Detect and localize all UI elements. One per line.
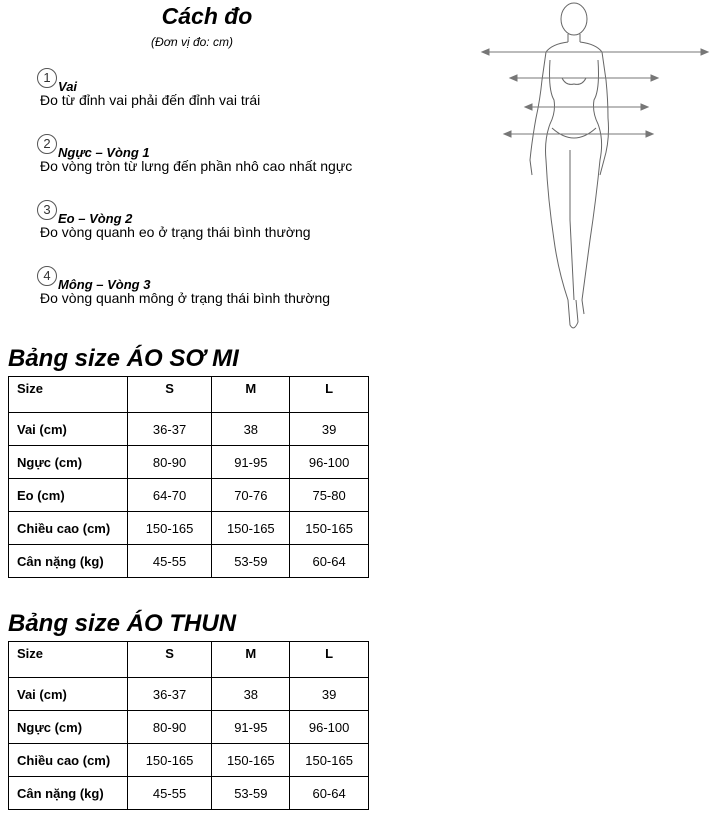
- table-cell: 150-165: [290, 744, 369, 777]
- table-cell: S: [127, 642, 212, 678]
- table-header-row: [9, 642, 369, 678]
- table-cell: Vai (cm): [9, 678, 128, 711]
- table-cell: 64-70: [127, 479, 212, 512]
- instruction-description: Đo vòng quanh eo ở trạng thái bình thường: [40, 224, 311, 240]
- table-cell: 38: [212, 678, 290, 711]
- table-cell: M: [212, 377, 290, 413]
- table-row: [9, 711, 369, 744]
- table-row: [9, 413, 369, 446]
- instruction-item: [37, 266, 330, 306]
- table-cell: 75-80: [290, 479, 369, 512]
- tshirt-table-title: Bảng size ÁO THUN: [8, 610, 237, 637]
- table-cell: S: [127, 377, 212, 413]
- table-cell: 45-55: [127, 545, 212, 578]
- table-row: [9, 777, 369, 810]
- table-cell: 60-64: [290, 777, 369, 810]
- table-cell: L: [290, 377, 369, 413]
- table-cell: M: [212, 642, 290, 678]
- table-cell: Vai (cm): [9, 413, 128, 446]
- table-cell: 39: [290, 678, 369, 711]
- table-cell: Size: [9, 377, 128, 413]
- table-cell: 91-95: [212, 711, 290, 744]
- shirt-table-title: Bảng size ÁO SƠ MI: [8, 345, 239, 372]
- instruction-item: [37, 134, 352, 174]
- table-cell: 60-64: [290, 545, 369, 578]
- table-cell: L: [290, 642, 369, 678]
- page-title: Cách đo: [161, 3, 253, 29]
- instruction-name: Eo – Vòng 2: [58, 211, 133, 226]
- table-row: [9, 678, 369, 711]
- unit-note: (Đơn vị đo: cm): [151, 35, 233, 49]
- table-cell: Size: [9, 642, 128, 678]
- instruction-name: Ngực – Vòng 1: [58, 145, 150, 160]
- table-cell: Cân nặng (kg): [9, 777, 128, 810]
- table-cell: 53-59: [212, 545, 290, 578]
- table-header-row: [9, 377, 369, 413]
- number-circle-icon: 4: [37, 266, 57, 286]
- table-cell: 45-55: [127, 777, 212, 810]
- table-cell: 150-165: [212, 744, 290, 777]
- table-cell: 150-165: [290, 512, 369, 545]
- table-row: [9, 545, 369, 578]
- table-cell: 150-165: [212, 512, 290, 545]
- table-cell: Chiều cao (cm): [9, 512, 128, 545]
- table-cell: Ngực (cm): [9, 711, 128, 744]
- table-cell: 150-165: [127, 512, 212, 545]
- table-cell: Cân nặng (kg): [9, 545, 128, 578]
- table-cell: 70-76: [212, 479, 290, 512]
- table-cell: 36-37: [127, 413, 212, 446]
- table-cell: Chiều cao (cm): [9, 744, 128, 777]
- table-cell: Ngực (cm): [9, 446, 128, 479]
- instruction-item: [37, 200, 311, 240]
- number-circle-icon: 3: [37, 200, 57, 220]
- instruction-name: Mông – Vòng 3: [58, 277, 151, 292]
- tshirt-size-table: [8, 641, 369, 810]
- table-cell: 91-95: [212, 446, 290, 479]
- shirt-size-table: [8, 376, 369, 578]
- table-cell: 80-90: [127, 711, 212, 744]
- instruction-name: Vai: [58, 79, 78, 94]
- number-circle-icon: 2: [37, 134, 57, 154]
- number-circle-icon: 1: [37, 68, 57, 88]
- table-cell: 96-100: [290, 711, 369, 744]
- table-cell: 53-59: [212, 777, 290, 810]
- table-cell: 38: [212, 413, 290, 446]
- table-row: [9, 479, 369, 512]
- instruction-item: [37, 68, 260, 108]
- table-cell: 80-90: [127, 446, 212, 479]
- table-cell: 96-100: [290, 446, 369, 479]
- body-measurement-figure-icon: [470, 0, 714, 340]
- table-cell: 36-37: [127, 678, 212, 711]
- table-cell: Eo (cm): [9, 479, 128, 512]
- table-cell: 150-165: [127, 744, 212, 777]
- instruction-description: Đo từ đỉnh vai phải đến đỉnh vai trái: [40, 92, 261, 108]
- table-row: [9, 446, 369, 479]
- table-row: [9, 512, 369, 545]
- instruction-description: Đo vòng tròn từ lưng đến phần nhô cao nhất ngực: [40, 158, 353, 174]
- instruction-description: Đo vòng quanh mông ở trạng thái bình thường: [40, 290, 331, 306]
- table-row: [9, 744, 369, 777]
- table-cell: 39: [290, 413, 369, 446]
